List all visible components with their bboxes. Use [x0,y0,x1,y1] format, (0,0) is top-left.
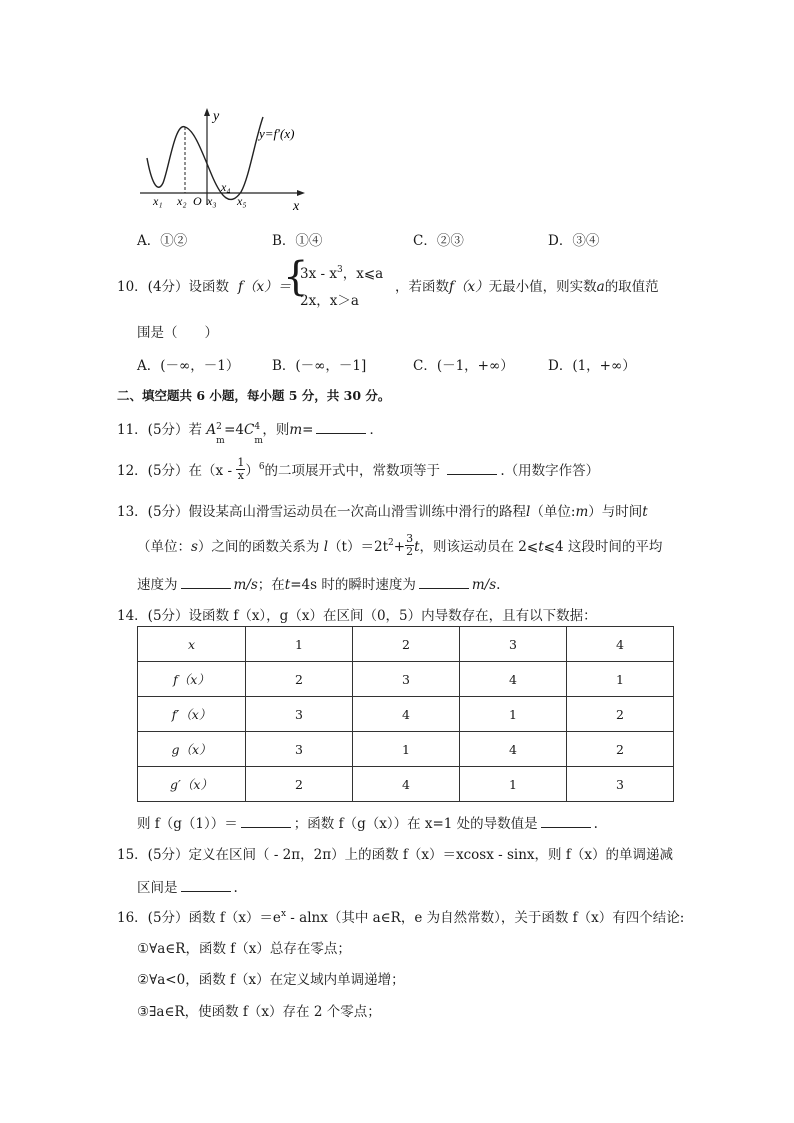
table-cell: 3 [460,627,567,662]
table-cell: 3 [246,697,353,732]
point-x5: x₅ [237,194,247,208]
table-cell: 1 [460,697,567,732]
table-cell: 4 [353,767,460,802]
table-row [138,697,674,732]
table-cell: 2 [567,697,674,732]
table-cell: 3 [567,767,674,802]
table-row [138,662,674,697]
derivative-graph [135,100,335,215]
q9-option-d: D．③④ [548,233,600,249]
q16-item-3: ③∃a∈R，使函数 f（x）存在 2 个零点； [137,1004,381,1020]
table-row [138,627,674,662]
table-cell: f′（x） [138,697,246,732]
table-cell: 4 [567,627,674,662]
table-cell: 4 [460,662,567,697]
q14-intro: 14．(5分）设函数 f（x），g（x）在区间（0，5）内导数存在，且有以下数据： [117,608,597,624]
q16-item-1: ①∀a∈R，函数 f（x）总存在零点； [137,941,351,957]
table-cell: 4 [353,697,460,732]
question-11: 11．(5分）若 A 2 m =4C 4 m ，则m= ． [117,422,383,446]
q14-after: 则 f（g（1））＝ ；函数 f（g（x））在 x=1 处的导数值是 . [137,816,598,832]
section-2-heading: 二、填空题共 6 小题，每小题 5 分，共 30 分。 [117,388,391,403]
q10-func: f（x）＝ [238,279,292,295]
q10-suffix: ，若函数f（x）无最小值，则实数a的取值范 [395,279,659,295]
q13-line3: 速度为 m/s；在t=4s 时的瞬时速度为 m/s. [137,577,501,593]
x-axis-label: x [293,199,300,214]
point-x1: x₁ [153,194,163,208]
y-axis-arrow [204,108,210,116]
table-cell: 1 [567,662,674,697]
point-x3: x₃ [207,194,217,208]
table-cell: x [138,627,246,662]
derivative-curve [147,117,263,199]
q10-case2: 2x，x＞a [300,293,359,309]
q9-option-b: B．①④ [272,233,323,249]
q9-option-a: A．①② [137,233,188,249]
table-cell: 1 [353,732,460,767]
table-cell: f（x） [138,662,246,697]
question-12: 12．(5分）在（x - $\frac{1}{x}$ ）$^6$的二项展开式中，常数项等于 .（用数字作答） [117,456,600,482]
q16-item-2: ②∀a<0，函数 f（x）在定义域内单调递增； [137,972,405,988]
q10-case1: $3x - x^3$，x⩽a [300,265,384,282]
q13-line2: （单位：s）之间的函数关系为 $l(t)=2t^2+$ $\frac{3}{2}$ t，则该运动员在 2⩽t⩽4 这段时间的平均 [137,532,663,558]
table-cell: 4 [460,732,567,767]
q10-prefix: 10．(4分）设函数 [117,279,230,295]
table-cell: g′（x） [138,767,246,802]
data-table [137,626,674,802]
q10-option-b: B．(－∞，－1] [272,358,367,374]
q15-line1: 15．(5分）定义在区间（ - 2π，2π）上的函数 f（x）＝xcosx - sinx，则 f（x）的单调递减 [117,847,673,863]
q13-line1: 13．(5分）假设某高山滑雪运动员在一次高山滑雪训练中滑行的路程l（单位:m）与时间t [117,504,648,520]
q9-option-c: C．②③ [413,233,464,249]
x-axis-arrow [297,190,305,196]
table-cell: 2 [567,732,674,767]
table-cell: g（x） [138,732,246,767]
q10-option-a: A．(－∞，－1） [137,358,240,374]
y-axis-label: y [213,109,220,124]
point-x4: x₄ [221,180,231,194]
origin-label: O [193,194,202,208]
table-cell: 3 [353,662,460,697]
q15-line2: 区间是 . [137,880,238,896]
table-row [138,732,674,767]
point-x2: x₂ [177,194,187,208]
table-cell: 2 [246,662,353,697]
curve-label: y=f′(x) [259,126,295,141]
q10-line2: 围是（ ） [137,325,218,341]
table-cell: 1 [246,627,353,662]
q10-brace: { [283,254,309,300]
table-row [138,767,674,802]
table-cell: 1 [460,767,567,802]
q16-line1: 16．(5分）函数 $f(x)=e^x - alnx$（其中 a∈R，e 为自然常数），关于函数 f（x）有四个结论: [117,909,685,926]
table-cell: 2 [246,767,353,802]
table-cell: 2 [353,627,460,662]
table-cell: 3 [246,732,353,767]
q10-option-c: C．(－1，+∞） [413,358,514,374]
q10-option-d: D．(1，+∞） [548,358,636,374]
